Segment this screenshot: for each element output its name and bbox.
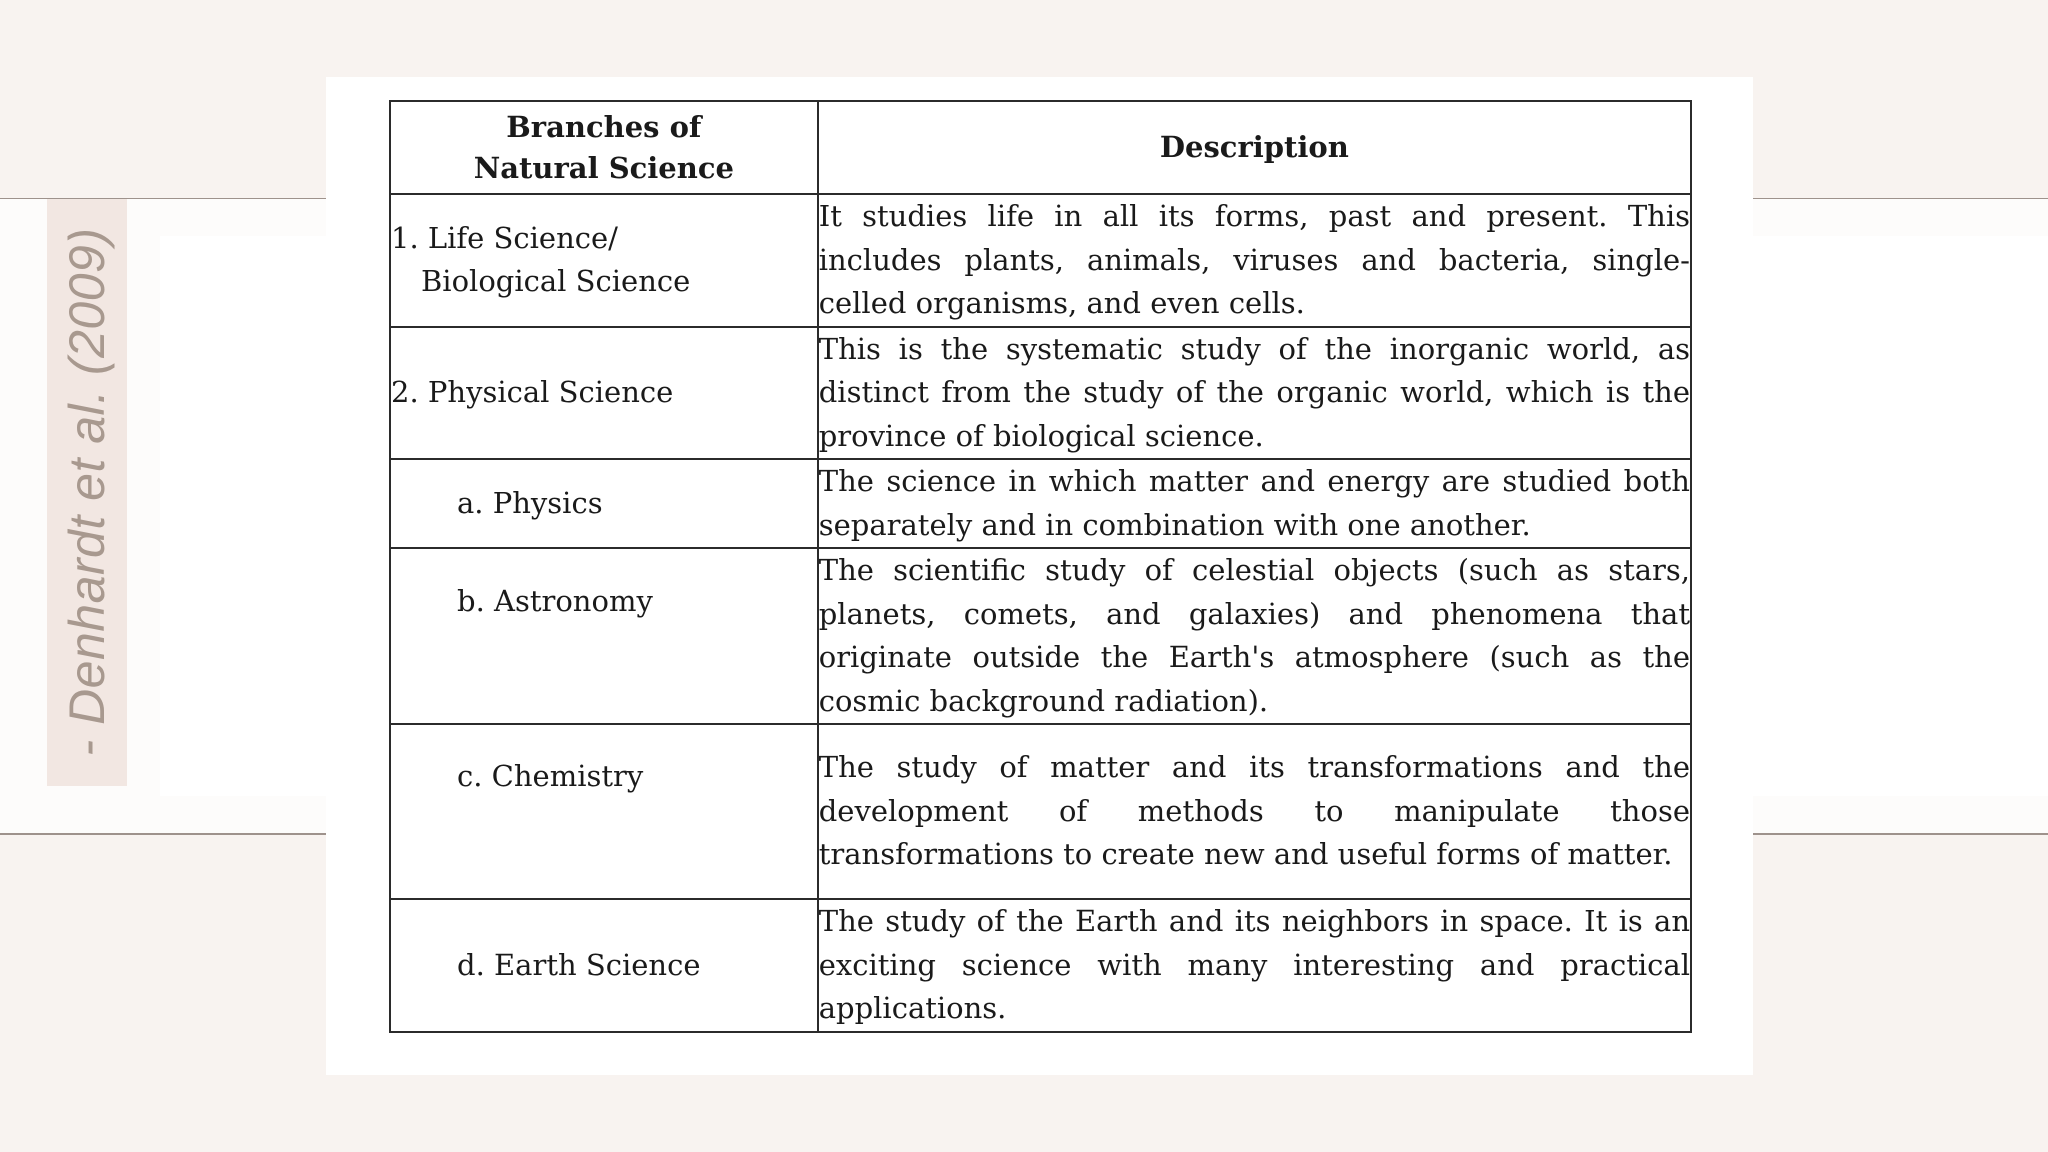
branch-cell-physical-science: 2. Physical Science xyxy=(390,327,818,460)
branch-label-line1: 1. Life Science/ xyxy=(391,221,618,256)
description-cell: This is the systematic study of the inorganic world, as distinct from the study of the organic world, which is the province of biological science. xyxy=(818,327,1691,460)
header-branches xyxy=(390,101,818,194)
table-row xyxy=(390,724,1691,899)
description-cell: The study of matter and its transformations and the development of methods to manipulate those transformations to create new and useful forms of matter. xyxy=(818,724,1691,899)
table-header-row xyxy=(390,101,1691,194)
table-row xyxy=(390,194,1691,327)
header-description: Description xyxy=(818,101,1691,194)
table-card xyxy=(326,77,1753,1075)
branches-table xyxy=(389,100,1692,1033)
branch-cell-life-science xyxy=(390,194,818,327)
table-row xyxy=(390,327,1691,460)
header-branches-label: Branches of Natural Science xyxy=(473,109,734,185)
branch-label-line2: Biological Science xyxy=(421,264,691,299)
description-cell: It studies life in all its forms, past and present. This includes plants, animals, viruses and bacteria, single-celled organisms, and even cells. xyxy=(818,194,1691,327)
table-row xyxy=(390,459,1691,548)
citation-text: - Denhardt et al. (2009) xyxy=(59,227,115,757)
branch-cell-earth-science: d. Earth Science xyxy=(390,899,818,1032)
table-row xyxy=(390,548,1691,724)
table-row xyxy=(390,899,1691,1032)
branch-cell-physics: a. Physics xyxy=(390,459,818,548)
description-cell: The study of the Earth and its neighbors in space. It is an exciting science with many interesting and practical applications. xyxy=(818,899,1691,1032)
description-cell: The scientific study of celestial objects (such as stars, planets, comets, and galaxies) and phenomena that originate outside the Earth's atmosphere (such as the cosmic background radiation). xyxy=(818,548,1691,724)
branch-cell-astronomy: b. Astronomy xyxy=(390,548,818,724)
description-cell: The science in which matter and energy are studied both separately and in combination with one another. xyxy=(818,459,1691,548)
branch-cell-chemistry: c. Chemistry xyxy=(390,724,818,899)
